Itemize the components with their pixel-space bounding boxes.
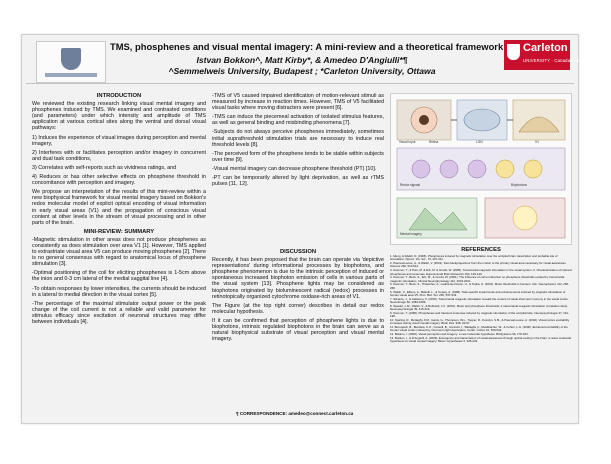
pupil-shape <box>419 115 429 125</box>
references-heading: REFERENCES <box>461 247 501 253</box>
discussion-paragraph: If it can be confirmed that perception of phosphene lights is due to biophotons, intrinsic regulated biophotons in the brain can serve as a natural biophysical substrate of visual perception and visual mental imagery. <box>212 317 384 343</box>
summary-paragraph: -Subjects do not always perceive phosphenes immediately, sometimes initial suprathreshold stimulation trials are necessary to induce real threshold levels [8]. <box>212 129 384 148</box>
logo-bar <box>45 73 97 77</box>
poster <box>21 34 611 424</box>
reference-item: 8. Stewart, L.M., Walsh, V., & Rothwell, J.C. (2001). Motor and phosphene thresholds: a transcranial magnetic stimulation correlation study. Neuropsychologia 39, 415-419. <box>390 303 568 311</box>
summary-paragraph: -PT can be temporarily altered by light deprivation, as well as rTMS pulses [11, 12]. <box>212 175 384 188</box>
summary-paragraph: -To obtain responses by lower intensities, the currents should be induced in a lateral to medial direction in the visual cortex [5]. <box>32 285 206 298</box>
introduction-heading: INTRODUCTION <box>96 93 142 99</box>
summary-paragraph: -Visual mental imagery can decrease phosphene threshold (PT) [10]. <box>212 165 377 172</box>
carleton-logo-name: Carleton <box>523 42 568 54</box>
figure-label: Visual input <box>399 140 416 144</box>
cell-shape <box>440 160 458 178</box>
figure-label: V1 <box>535 140 539 144</box>
discussion-heading: DISCUSSION <box>279 249 317 255</box>
reference-item: 1. Meng, & Walsh, D. (1996). Phosphenes induced by magnetic stimulation over the occipital brain: description and probable site of stimulation. Optom. Vis. Sci., 73, 207-211. <box>390 254 558 262</box>
discussion-paragraph: The Figure (at the top right corner) describes in detail our redox molecular hypothesis. <box>212 302 384 315</box>
summary-paragraph: -The perceived form of the phosphene tends to be stable within subjects over time [9]. <box>212 150 385 163</box>
summary-paragraph: -Magnetic stimulation in other areas does not produce phosphenes as consistently as does stimulation over area V1 [1]. However, TMS applied to extrastriate visual area V5 can produce moving phosphenes [2]. There is no general consensus with regard to anatomical locus of phosphene stimulation [3]. <box>32 236 206 268</box>
summary-paragraph: -TMS can induce the piecemeal activation of isolated stimulus features, as well as general binding and misbinding phenomena [7]. <box>212 114 384 127</box>
reference-item: 5. Kammer, T., Beck, S., Thielscher, A., Laubis-Herrmann, U., & Topka, H. (2001). Motor thresholds in humans. Clin. Neurophysiol. 112, 250-258. <box>390 282 570 290</box>
intro-paragraph: We propose an interpretation of the results of this mini-review within a new biophysical framework for visual mental imagery based on Bokkon's redox molecular model of explicit optical encoding of visual information in early visual areas (V1) and the propagation of conscious visual content at other levels in the stream of visual processing and in other parts of the brain. <box>32 189 206 226</box>
carleton-logo-sub: UNIVERSITY · Canada's Capital University <box>523 58 611 63</box>
biophoton-shape <box>524 160 542 178</box>
discussion-paragraph: Recently, it has been proposed that the brain can operate via 'depictive representations' during informational processes by biophotons, and phosphene phenomenon is due to the intrinsic perception of induced or spontaneous increased biophoton emission of cells in various parts of the visual system [13]. Phosphene lights may be considered as biophotons originated by bioluminescent radical (redox) processes in retinotopically organized cytochrome oxidase-rich areas of V1. <box>212 257 384 300</box>
references-section <box>390 247 572 344</box>
figure-label: Retina <box>429 140 439 144</box>
intro-paragraph: 3) Correlates with self-reports such as vividness ratings, and <box>32 164 177 171</box>
summary-paragraph: -Optimal positioning of the coil for eliciting phosphenes is 1-5cm above the inion and 0-3 cm lateral of the medial saggital line [4]. <box>32 270 206 283</box>
reference-item: 7. Silvanto, J., & Cattaneo, Z. (2010). Transcranial magnetic stimulation reveals the content of visual short-term memory in the visual cortex. NeuroImage 50, 1683-1689. <box>390 296 569 304</box>
intro-paragraph: 4) Reduces or has other selective effects on phosphene threshold in concomitance with perception and imagery. <box>32 174 206 187</box>
reference-item: 9. Kammer, T. (1999). Phosphenes and transient scotomas induced by magnetic stimulation of the occipital lobe. Neuropsychologia 37, 191-198. <box>390 310 569 319</box>
phosphene-shape <box>513 206 537 230</box>
reference-item: 11. Boroojerdi, B., Bushara, K.O., Corwell, B., Immisch, I., Battaglia, F., Muellbacher, W., & Cohen, L.G. (2000). Enhanced excitability of the human visual cortex induced by short-term light deprivation. Cereb. Cortex 10, 529-534. <box>390 325 568 333</box>
crest-icon <box>61 48 81 70</box>
header-divider <box>26 83 574 84</box>
reference-item: 13. Bokkon, I., & D'Angiulli, A. (2009). Emergence and transmission of visual awareness through optical coding in the brain: a redox molecular hypothesis on visual mental imagery. Biosci. Hypotheses 2, 226-232. <box>390 335 572 344</box>
intro-paragraph: 1) Induces the experience of visual images during perception and mental imagery, <box>32 134 206 147</box>
correspondence-email: ¶ CORRESPONDENCE: amedeo@connect.carleton.ca <box>236 411 354 416</box>
carleton-logo <box>504 40 611 70</box>
column-left <box>32 93 206 419</box>
summary-paragraph: -The percentage of the maximal stimulator output power or the peak change of the coil current is not a reliable and valid parameter for stimulus efficacy since excitation of neuronal structures may differ between individuals [4]. <box>32 300 206 325</box>
semmelweis-logo <box>36 41 106 83</box>
figure-label: LGN <box>476 140 483 144</box>
figure-diagram <box>391 94 571 244</box>
poster-affiliations: ^Semmelweis University, Budapest ; *Carleton University, Ottawa <box>168 66 436 76</box>
redox-figure <box>390 93 572 245</box>
biophoton-shape <box>496 160 514 178</box>
intro-paragraph: 2) Interferes with or facilitates perception and/or imagery in concurrent and dual task conditions, <box>32 149 206 162</box>
poster-header <box>22 35 611 85</box>
lgn-shape <box>464 109 500 131</box>
carleton-crest-icon <box>507 44 520 60</box>
summary-heading: MINI-REVIEW: SUMMARY <box>83 228 155 235</box>
figure-label: Redox signals <box>400 183 421 187</box>
reference-item: 3. Kammer, T., & Puls, M. & Erb, M. & Grodd, W. (2005). Transcranial magnetic stimulation in the visual system. II. Characterization of induced phosphenes and scotomas. Experimental Brain Research 160, 129-140. <box>390 268 572 276</box>
reference-item: 2. Pascual-Leone, A., & Walsh, V. (2001). Fast backprojections from the motion to the primary visual area necessary for visual awareness. Science 292, 510-512. <box>390 261 567 269</box>
figure-label: Biophotons <box>511 183 527 187</box>
reference-item: 4. Kammer, T., Beck, S., Erb, M., & Grodd, W. (2001). The influence of current direction on phosphene thresholds evoked by transcranial magnetic stimulation. Clinical Neurophysiology 112, 2015-2021. <box>390 275 565 283</box>
summary-paragraph: -TMS of V5 caused impaired identification of motion-relevant stimuli as measured by increase in reaction times. However, TMS of V5 facilitated visual tasks where moving distracters were present [6]. <box>212 93 384 112</box>
reference-item: 12. Bokkon, I. (2009). Visual perception and imagery: a new molecular hypothesis. BioSystems 96, 178-184. <box>390 332 529 337</box>
discussion-section <box>212 249 384 345</box>
reference-item: 10. Sparing, R., Mottaghy, F.M., Ganis, G., Thompson, W.L., Topper, R., Kosslyn, S.M., & Pascual-Leone, A. (2002). Visual cortex excitability increases during visual mental imagery. Brain Res. 938, 92-97. <box>390 317 570 326</box>
figure-label: Mental imagery <box>400 232 422 236</box>
poster-authors: Istvan Bokkon^, Matt Kirby*, & Amedeo D'Angiulli*¶ <box>196 55 408 65</box>
poster-title: TMS, phosphenes and visual mental imagery: A mini-review and a theoretical framework <box>110 41 504 52</box>
intro-paragraph: We reviewed the existing research linking visual mental imagery and phosphenes induced by TMS. We examined and contrasted conditions (and parameters) under which intensity and amplitude of TMS application at various cortical sites along the ventral and dorsal visual pathways: <box>32 101 206 132</box>
cell-shape <box>468 160 486 178</box>
reference-item: 6. Walsh, V., Ellison, A., Battelli, L., & Cowey, A. (1998). Task-specific impairments and enhancements induced by magnetic stimulation of human visual area V5. Proc. Biol. Sci. 265, 537-543. <box>390 289 566 297</box>
cell-shape <box>412 160 430 178</box>
column-middle <box>212 93 384 190</box>
